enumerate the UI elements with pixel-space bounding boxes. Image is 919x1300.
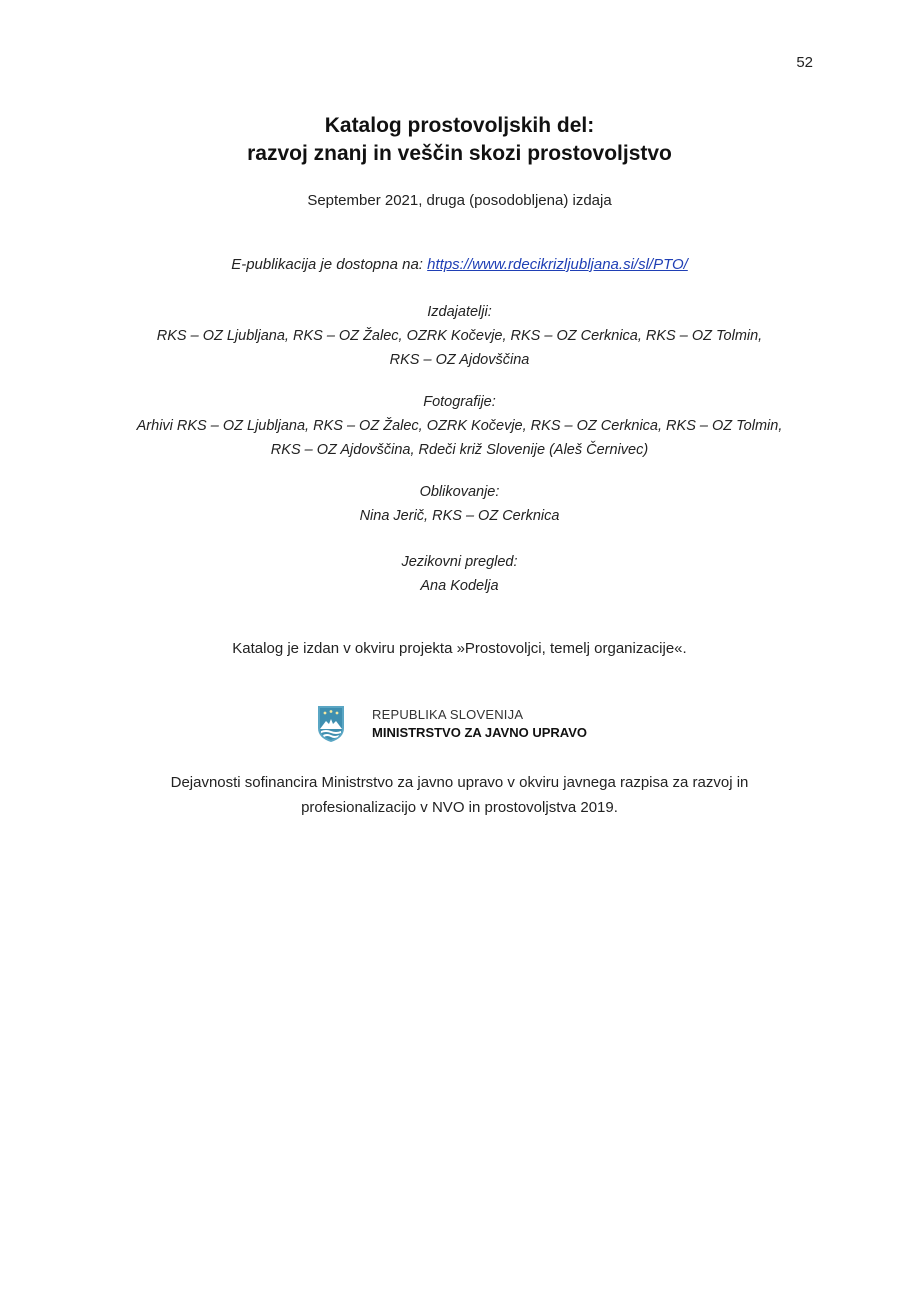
publishers-line-1: RKS – OZ Ljubljana, RKS – OZ Žalec, OZRK Kočevje, RKS – OZ Cerknica, RKS – OZ Tolmin,: [156, 328, 763, 344]
title-line-2: razvoj znanj in veščin skozi prostovoljstvo: [247, 142, 672, 165]
design-label: Oblikovanje:: [419, 484, 500, 500]
epublication-link[interactable]: https://www.rdecikrizljubljana.si/sl/PTO/: [427, 256, 688, 273]
photos-label: Fotografije:: [423, 394, 496, 410]
document-title: [0, 112, 919, 168]
ministry-logo-text: [372, 706, 587, 742]
ministry-logo: [316, 704, 587, 744]
epublication-note: [0, 256, 919, 273]
photos-line-1: Arhivi RKS – OZ Ljubljana, RKS – OZ Žalec, OZRK Kočevje, RKS – OZ Cerknica, RKS – OZ Tolmin,: [136, 418, 783, 434]
publishers-label: Izdajatelji:: [427, 304, 492, 320]
publishers-line-2: RKS – OZ Ajdovščina: [389, 352, 530, 368]
language-review-value: Ana Kodelja: [420, 578, 499, 594]
project-note: Katalog je izdan v okviru projekta »Prostovoljci, temelj organizacije«.: [232, 640, 687, 657]
design-credit: [0, 480, 919, 528]
edition-note: September 2021, druga (posodobljena) izdaja: [307, 192, 612, 209]
funding-note-line-1: Dejavnosti sofinancira Ministrstvo za javno upravo v okviru javnega razpisa za razvoj in: [170, 774, 749, 791]
language-review-credit: [0, 550, 919, 598]
ministry-logo-line-2: MINISTRSTVO ZA JAVNO UPRAVO: [372, 725, 587, 740]
language-review-label: Jezikovni pregled:: [401, 554, 518, 570]
design-value: Nina Jerič, RKS – OZ Cerknica: [359, 508, 560, 524]
ministry-logo-line-1: REPUBLIKA SLOVENIJA: [372, 707, 524, 722]
epublication-label: E-publikacija je dostopna na:: [231, 256, 423, 273]
title-line-1: Katalog prostovoljskih del:: [324, 114, 595, 137]
slovenian-coat-of-arms-icon: [316, 704, 346, 744]
page-number: 52: [796, 54, 813, 71]
funding-note: [0, 770, 919, 820]
photos-credit: [0, 390, 919, 462]
publishers-credit: [0, 300, 919, 372]
photos-line-2: RKS – OZ Ajdovščina, Rdeči križ Slovenije (Aleš Černivec): [270, 442, 649, 458]
funding-note-line-2: profesionalizacijo v NVO in prostovoljstva 2019.: [301, 799, 618, 816]
